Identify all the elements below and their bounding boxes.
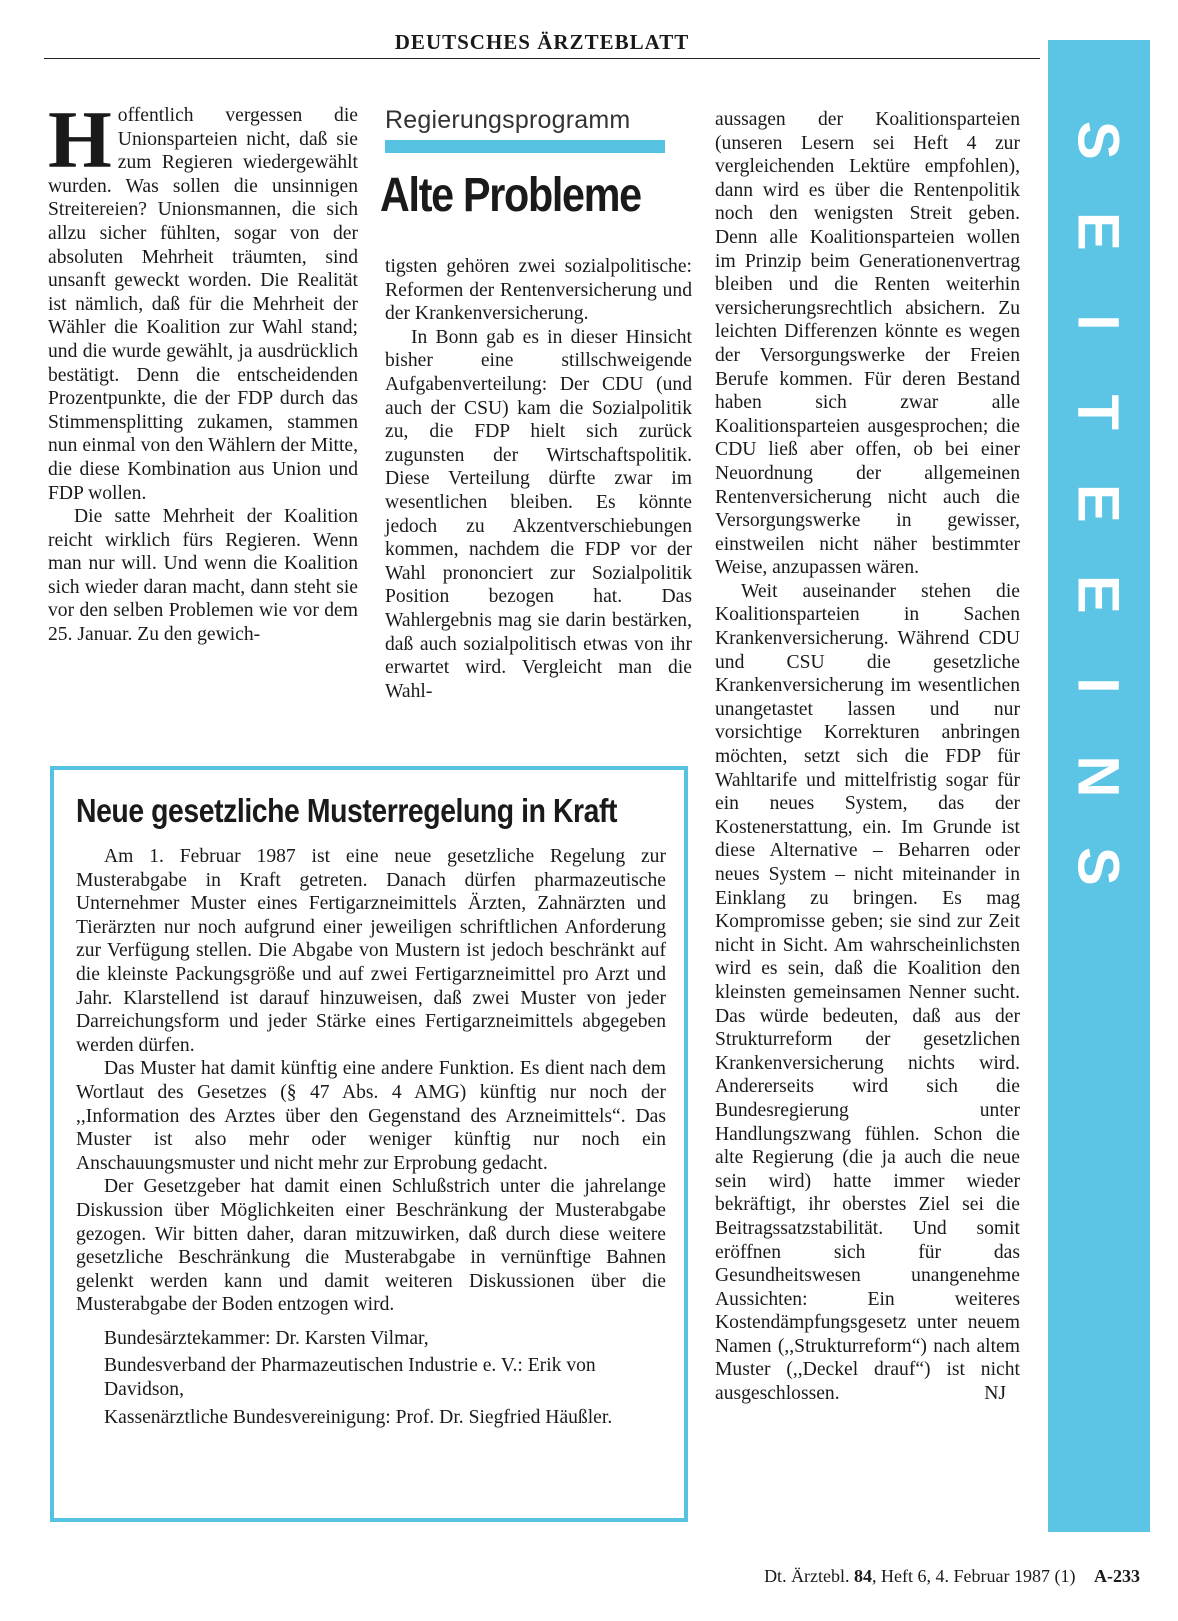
article-paragraph: tigsten gehören zwei sozialpolitische: Reformen der Rentenversicherung und der Krankenversicherung.	[385, 256, 692, 325]
article-paragraph: Die satte Mehrheit der Koalition reicht wirklich fürs Regieren. Wenn man nur will. Und wenn die Koalition sich wieder daran macht, dann steht sie vor den selben Problemen wie vor dem 25. Januar. Zu den gewich-	[48, 506, 358, 646]
author-initials: NJ	[984, 1383, 1006, 1405]
box-title: Neue gesetzliche Musterregelung in Kraft	[76, 792, 618, 829]
signatory: Bundesverband der Pharmazeutischen Industrie e. V.: Erik von Davidson,	[104, 1355, 596, 1401]
article-paragraph	[715, 580, 1020, 1406]
side-letter: E	[1065, 484, 1131, 523]
box-paragraph: Der Gesetzgeber hat damit einen Schlußstrich unter die jahrelange Diskussion über Möglichkeiten einer Beschränkung der Musterabgabe gezogen. Wir bitten daher, daran mitzuwirken, daß durch diese weitere gesetzliche Beschränkung die Musterabgabe in vernünftige Bahnen gelenkt werden kann und damit weiteren Diskussionen über die Musterabgabe der Boden entzogen wird.	[76, 1176, 666, 1316]
page-number: A-233	[1094, 1566, 1140, 1586]
side-letter: S	[1065, 121, 1131, 160]
section-kicker: Regierungsprogramm	[385, 106, 631, 134]
side-letter: I	[1065, 677, 1131, 694]
article-paragraph: aussagen der Koalitionsparteien (unseren Lesern sei Heft 4 zur vergleichenden Lektüre empfohlen), dann wird es über die Rentenpolitik noch den wenigsten Streit geben. Denn alle Koalitionsparteien wollen im Prinzip beim Generationenvertrag bleiben und die Renten weiterhin versicherungsrechtlich absichern. Zu leichten Differenzen könnte es wegen der Versorgungswerke der Freien Berufe kommen. Für deren Bestand haben sich zwar alle Koalitionsparteien ausgesprochen; die CDU ließ aber offen, ob bei einer Neuordnung der allgemeinen Rentenversicherung nicht auch die Versorgungswerke in gewisser, einstweilen nicht näher bestimmter Weise, anzupassen wären.	[715, 109, 1020, 579]
paragraph-text: Weit auseinander stehen die Koalitionsparteien in Sachen Krankenversicherung. Während CDU und CSU die gesetzliche Krankenversicherung im wesentlichen unangetastet lassen und nur vorsichtige Korrekturen anbringen möchten, setzt sich die FDP für Wahltarife und mittelfristig sogar für ein neues System, das der Kostenerstattung, ein. Im Grunde ist diese Alternative – Beharren oder neues System – nicht miteinander in Einklang zu bringen. Es mag Kompromisse geben; sie sind zur Zeit nicht in Sicht. Am wahrscheinlichsten wird es sein, daß die Koalition den kleinsten gemeinsamen Nenner sucht. Das würde bedeuten, daß aus der Strukturreform der gesetzlichen Krankenversicherung nichts wird. Andererseits wird sich die Bundesregierung unter Handlungszwang fühlen. Schon die alte Regierung (die ja auch die neue sein wird) hatte immer wieder bekräftigt, ihr oberstes Ziel sei die Beitragssatzstabilität. Und somit eröffnen sich für das Gesundheitswesen unangenehme Aussichten: Ein weiteres Kostendämpfungsgesetz unter neuem Namen (,,Strukturreform“) nach altem Muster (,,Deckel drauf“) ist nicht ausgeschlossen.	[715, 580, 1020, 1405]
masthead: DEUTSCHES ÄRZTEBLATT	[44, 30, 1040, 59]
journal-name: Dt. Ärztebl.	[764, 1566, 850, 1586]
signatory: Kassenärztliche Bundesvereinigung: Prof. Dr. Siegfried Häußler.	[104, 1406, 613, 1428]
side-letter: E	[1065, 211, 1131, 251]
article-headline: Alte Probleme	[380, 169, 641, 222]
info-box	[50, 766, 688, 1522]
issue-info: , Heft 6, 4. Februar 1987 (1)	[872, 1566, 1076, 1586]
article-column-right	[715, 108, 1020, 1406]
box-paragraph: Das Muster hat damit künftig eine andere Funktion. Es dient nach dem Wortlaut des Gesetzes (§ 47 Abs. 4 AMG) künftig nur noch der ,,Information des Arztes über den Gegenstand des Arzneimittels“. Das Muster ist also mehr oder weniger künftig nur noch ein Anschauungsmuster und nicht mehr zur Erprobung gedacht.	[76, 1058, 666, 1174]
signatories	[76, 1327, 666, 1429]
side-letter: N	[1065, 755, 1131, 797]
box-paragraph: Am 1. Februar 1987 ist eine neue gesetzliche Regelung zur Musterabgabe in Kraft getreten. Danach dürfen pharmazeutische Unternehmer Muster eines Fertigarzneimittels Ärzten, Zahnärzten und Tierärzten nur noch aufgrund einer jeweiligen schriftlichen Anforderung zur Verfügung stellen. Die Abgabe von Mustern ist jedoch beschränkt auf die kleinste Packungsgröße und auf zwei Fertigarzneimittel pro Arzt und Jahr. Klarstellend ist darauf hinzuweisen, daß zwei Muster von jeder Darreichungsform und jeder Stärke eines Fertigarzneimittels abgegeben werden dürfen.	[76, 846, 666, 1056]
paragraph-text: offentlich vergessen die Unionsparteien nicht, daß sie zum Regieren wiedergewählt wurden. Was sollen die unsinnigen Streitereien? Unionsmannen, die sich allzu sicher fühlten, sogar von der absoluten Mehrheit träumten, sind unsanft geweckt worden. Die Realität ist nämlich, daß für die Mehrheit der Wähler die Koalition zur Wahl stand; und die wurde gewählt, ja ausdrücklich bestätigt. Denn die entscheidenden Prozentpunkte, die der FDP durch das Stimmensplitting zukamen, stammen nun einmal von den Wählern der Mitte, die diese Kombination aus Union und FDP wollen.	[48, 105, 358, 504]
article-column-left	[48, 94, 358, 647]
side-band-label	[1057, 95, 1137, 912]
box-body	[76, 845, 666, 1433]
side-letter: E	[1065, 575, 1131, 614]
journal-volume: 84	[854, 1566, 873, 1586]
kicker-underline	[385, 140, 665, 153]
side-letter: T	[1065, 395, 1131, 431]
side-letter: S	[1065, 847, 1131, 887]
drop-cap: H	[48, 94, 112, 185]
signatory: Bundesärztekammer: Dr. Karsten Vilmar,	[104, 1327, 429, 1349]
article-paragraph	[48, 94, 358, 505]
side-letter: I	[1065, 313, 1131, 331]
page-footer	[640, 1566, 1140, 1587]
article-column-middle	[385, 255, 692, 703]
article-paragraph: In Bonn gab es in dieser Hinsicht bisher eine stillschweigende Aufgabenverteilung: Der CDU (und auch der CSU) kam die Sozialpolitik zu, die FDP hielt sich zurück zugunsten der Wirtschaftspolitik. Diese Verteilung dürfte zwar im wesentlichen bleiben. Es könnte jedoch zu Akzentverschiebungen kommen, nachdem die FDP vor der Wahl prononciert zur Sozialpolitik Position bezogen hat. Das Wahlergebnis mag sie darin bestärken, daß auch sozialpolitisch etwas von ihr erwartet wird. Vergleicht man die Wahl-	[385, 326, 692, 702]
